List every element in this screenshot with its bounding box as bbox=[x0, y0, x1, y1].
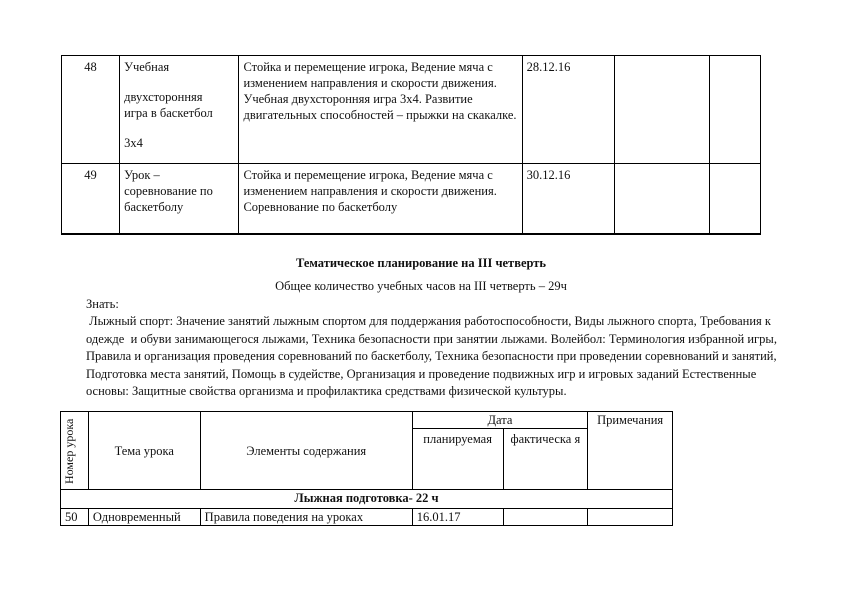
lesson-topic bbox=[120, 56, 239, 164]
table-row bbox=[62, 164, 761, 235]
lesson-topic: Одновременный bbox=[88, 509, 200, 526]
header-topic: Тема урока bbox=[88, 412, 200, 490]
hours-line: Общее количество учебных часов на III четверть – 29ч bbox=[275, 279, 567, 293]
lesson-content: Правила поведения на уроках bbox=[200, 509, 412, 526]
lesson-number: 49 bbox=[62, 164, 120, 235]
header-lesson-number bbox=[61, 412, 89, 490]
lesson-date: 30.12.16 bbox=[522, 164, 614, 235]
lesson-date: 16.01.17 bbox=[412, 509, 503, 526]
header-planned: планируемая bbox=[412, 429, 503, 490]
table-header-row bbox=[61, 412, 673, 429]
table-row bbox=[62, 56, 761, 164]
topic-line: соревнование по bbox=[124, 184, 213, 198]
topic-line: двухсторонняя bbox=[124, 90, 203, 104]
empty-cell bbox=[614, 164, 709, 235]
lesson-number: 48 bbox=[62, 56, 120, 164]
header-notes: Примечания bbox=[588, 412, 673, 490]
header-actual: фактическа я bbox=[503, 429, 588, 490]
section-title: Тематическое планирование на III четверть bbox=[295, 256, 547, 270]
header-date: Дата bbox=[412, 412, 587, 429]
section-row bbox=[61, 490, 673, 509]
header-lesson-number-label: Номер урока bbox=[62, 417, 76, 484]
lesson-number: 50 bbox=[61, 509, 89, 526]
empty-cell bbox=[503, 509, 588, 526]
lesson-topic bbox=[120, 164, 239, 235]
lessons-table-continued bbox=[61, 55, 761, 235]
empty-cell bbox=[709, 164, 760, 235]
lesson-date: 28.12.16 bbox=[522, 56, 614, 164]
topic-line: баскетболу bbox=[124, 200, 184, 214]
topic-line: Урок – bbox=[124, 168, 160, 182]
block-title: Лыжная подготовка- 22 ч bbox=[61, 490, 673, 509]
empty-cell bbox=[709, 56, 760, 164]
lesson-content: Стойка и перемещение игрока, Ведение мяча с изменением направления и скорости движения. Соревнование по баскетболу bbox=[239, 164, 522, 235]
lessons-table bbox=[60, 411, 673, 526]
empty-cell bbox=[614, 56, 709, 164]
table-row bbox=[61, 509, 673, 526]
topic-line: игра в баскетбол bbox=[124, 106, 213, 120]
topic-line: 3х4 bbox=[124, 136, 143, 150]
header-content: Элементы содержания bbox=[200, 412, 412, 490]
lesson-content: Стойка и перемещение игрока, Ведение мяча с изменением направления и скорости движения. Учебная двухсторонняя игра 3х4. Развитие двигательных способностей – прыжки на скакалке. bbox=[239, 56, 522, 164]
topic-line: Учебная bbox=[124, 60, 170, 74]
know-label: Знать: bbox=[86, 297, 119, 311]
know-text: Лыжный спорт: Значение занятий лыжным спортом для поддержания работоспособности, Виды лыжного спорта, Требования к одежде и обуви занимающегося лыжами, Техника безопасности при занятии лыжами. Волейбол: Терминология избранной игры, Правила и организация проведения соревнований по баскетболу, Техника безопасности при проведении соревнований и занятий, Подготовка места занятий, Помощь в судействе, Организация и проведение подвижных игр и игровых заданий Естественные основы: Защитные свойства организма и профилактика средствами физической культуры. bbox=[86, 314, 781, 398]
empty-cell bbox=[588, 509, 673, 526]
